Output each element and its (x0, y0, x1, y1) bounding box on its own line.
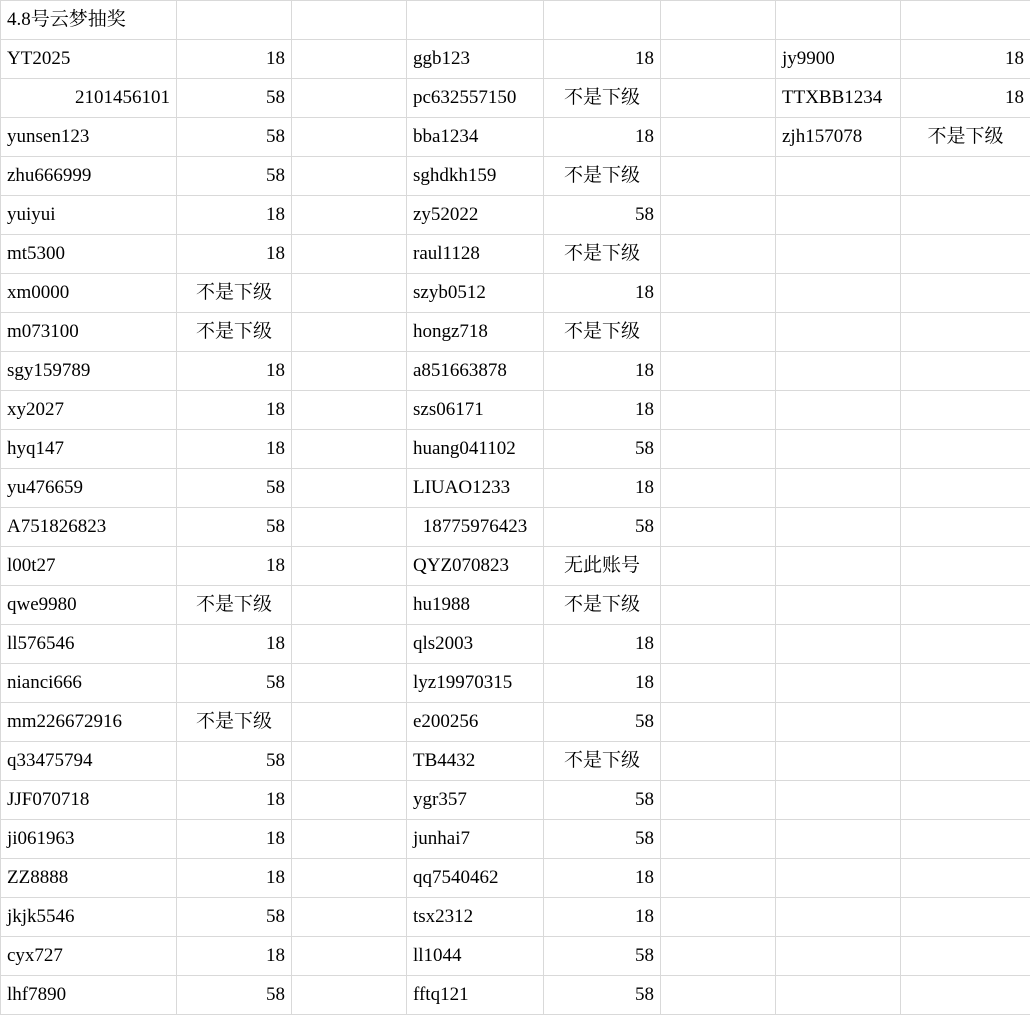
table-cell[interactable]: yunsen123 (1, 118, 177, 157)
table-cell-empty[interactable] (776, 859, 901, 898)
table-row (1, 118, 1030, 157)
table-cell[interactable]: szyb0512 (407, 274, 544, 313)
table-cell[interactable]: 58 (544, 820, 661, 859)
table-cell[interactable]: 58 (177, 976, 292, 1015)
table-cell-empty[interactable] (901, 547, 1030, 586)
table-cell-empty[interactable] (292, 742, 407, 781)
table-cell[interactable]: 58 (544, 196, 661, 235)
table-cell[interactable]: 58 (177, 664, 292, 703)
table-cell-empty[interactable] (661, 703, 776, 742)
table-row (1, 313, 1030, 352)
table-row (1, 664, 1030, 703)
table-cell-empty[interactable] (292, 859, 407, 898)
table-cell[interactable]: 18 (177, 391, 292, 430)
table-cell[interactable]: 18 (544, 625, 661, 664)
table-cell-empty[interactable] (661, 430, 776, 469)
table-cell[interactable]: tsx2312 (407, 898, 544, 937)
table-cell[interactable]: 不是下级 (177, 703, 292, 742)
table-cell[interactable]: 58 (177, 157, 292, 196)
table-cell[interactable]: LIUAO1233 (407, 469, 544, 508)
table-cell[interactable]: hu1988 (407, 586, 544, 625)
table-cell-empty[interactable] (407, 1, 544, 40)
table-cell[interactable]: 18 (544, 40, 661, 79)
table-cell[interactable]: szs06171 (407, 391, 544, 430)
table-cell-empty[interactable] (292, 703, 407, 742)
table-cell[interactable]: yuiyui (1, 196, 177, 235)
table-cell[interactable]: 18 (177, 352, 292, 391)
table-cell-empty[interactable] (901, 664, 1030, 703)
table-cell[interactable]: 不是下级 (544, 79, 661, 118)
table-cell[interactable]: hongz718 (407, 313, 544, 352)
table-cell-empty[interactable] (661, 898, 776, 937)
table-cell[interactable]: 不是下级 (901, 118, 1030, 157)
table-cell-empty[interactable] (661, 664, 776, 703)
table-cell[interactable]: QYZ070823 (407, 547, 544, 586)
table-cell-empty[interactable] (292, 352, 407, 391)
table-cell-empty[interactable] (661, 586, 776, 625)
table-cell-empty[interactable] (292, 274, 407, 313)
table-cell-empty[interactable] (292, 313, 407, 352)
table-cell-empty[interactable] (776, 664, 901, 703)
table-cell-empty[interactable] (661, 859, 776, 898)
table-cell[interactable]: l00t27 (1, 547, 177, 586)
table-cell[interactable]: 18 (544, 118, 661, 157)
table-cell[interactable]: 18 (544, 391, 661, 430)
table-cell-empty[interactable] (292, 79, 407, 118)
table-cell[interactable]: ygr357 (407, 781, 544, 820)
table-row (1, 703, 1030, 742)
table-cell-empty[interactable] (292, 235, 407, 274)
table-row (1, 742, 1030, 781)
table-cell-empty[interactable] (901, 937, 1030, 976)
table-cell-empty[interactable] (292, 508, 407, 547)
table-cell[interactable]: 58 (177, 508, 292, 547)
table-cell[interactable]: junhai7 (407, 820, 544, 859)
table-cell-empty[interactable] (661, 508, 776, 547)
table-row (1, 157, 1030, 196)
table-cell-empty[interactable] (544, 1, 661, 40)
table-row (1, 274, 1030, 313)
table-cell[interactable]: sghdkh159 (407, 157, 544, 196)
table-row (1, 508, 1030, 547)
table-cell[interactable]: q33475794 (1, 742, 177, 781)
table-row (1, 586, 1030, 625)
table-cell-empty[interactable] (661, 313, 776, 352)
table-cell[interactable]: qls2003 (407, 625, 544, 664)
table-cell[interactable]: 不是下级 (544, 742, 661, 781)
table-cell[interactable]: 18 (177, 547, 292, 586)
table-cell-empty[interactable] (661, 547, 776, 586)
table-cell-empty[interactable] (292, 469, 407, 508)
table-cell[interactable]: 不是下级 (177, 313, 292, 352)
table-cell[interactable]: 58 (544, 781, 661, 820)
table-cell-empty[interactable] (901, 1, 1030, 40)
table-cell-empty[interactable] (177, 1, 292, 40)
table-cell-empty[interactable] (901, 586, 1030, 625)
table-cell[interactable]: 18 (177, 859, 292, 898)
table-cell[interactable]: 58 (544, 703, 661, 742)
table-cell[interactable]: ggb123 (407, 40, 544, 79)
table-cell[interactable]: 18 (544, 352, 661, 391)
table-cell-empty[interactable] (901, 742, 1030, 781)
table-cell[interactable]: TB4432 (407, 742, 544, 781)
table-cell[interactable]: qq7540462 (407, 859, 544, 898)
spreadsheet-body (1, 1, 1030, 1015)
table-row (1, 430, 1030, 469)
table-cell[interactable]: 18 (177, 820, 292, 859)
table-cell-empty[interactable] (776, 898, 901, 937)
table-cell[interactable]: 18 (177, 781, 292, 820)
table-cell[interactable]: ZZ8888 (1, 859, 177, 898)
table-cell[interactable]: YT2025 (1, 40, 177, 79)
table-cell-empty[interactable] (292, 391, 407, 430)
table-cell[interactable]: 58 (544, 937, 661, 976)
table-cell-empty[interactable] (661, 1, 776, 40)
table-cell-empty[interactable] (901, 235, 1030, 274)
table-cell-empty[interactable] (292, 1, 407, 40)
table-row (1, 235, 1030, 274)
table-cell[interactable]: ll576546 (1, 625, 177, 664)
table-row (1, 40, 1030, 79)
table-cell-empty[interactable] (776, 625, 901, 664)
table-cell[interactable]: bba1234 (407, 118, 544, 157)
table-row (1, 625, 1030, 664)
table-cell[interactable]: zjh157078 (776, 118, 901, 157)
table-cell-empty[interactable] (901, 469, 1030, 508)
table-cell[interactable]: 58 (177, 118, 292, 157)
table-cell-empty[interactable] (901, 820, 1030, 859)
table-row (1, 859, 1030, 898)
table-cell-empty[interactable] (901, 274, 1030, 313)
table-cell-empty[interactable] (776, 1, 901, 40)
table-cell-empty[interactable] (776, 976, 901, 1015)
table-cell[interactable]: 58 (177, 742, 292, 781)
table-row (1, 352, 1030, 391)
table-cell-empty[interactable] (901, 781, 1030, 820)
table-cell-empty[interactable] (292, 664, 407, 703)
table-cell[interactable]: mm226672916 (1, 703, 177, 742)
table-cell[interactable]: 不是下级 (544, 157, 661, 196)
table-cell-empty[interactable] (776, 937, 901, 976)
table-cell-empty[interactable] (292, 118, 407, 157)
table-cell-empty[interactable] (661, 79, 776, 118)
table-cell-empty[interactable] (292, 976, 407, 1015)
table-row (1, 79, 1030, 118)
table-row (1, 820, 1030, 859)
table-cell-empty[interactable] (661, 274, 776, 313)
table-cell-empty[interactable] (776, 547, 901, 586)
table-cell-empty[interactable] (776, 430, 901, 469)
table-cell-empty[interactable] (901, 313, 1030, 352)
table-cell[interactable]: 18 (544, 898, 661, 937)
table-cell[interactable]: e200256 (407, 703, 544, 742)
table-cell[interactable]: 18 (177, 937, 292, 976)
table-cell-empty[interactable] (292, 937, 407, 976)
table-cell-empty[interactable] (776, 703, 901, 742)
table-cell[interactable]: pc632557150 (407, 79, 544, 118)
table-cell-empty[interactable] (292, 625, 407, 664)
table-cell[interactable]: mt5300 (1, 235, 177, 274)
table-cell[interactable]: 4.8号云梦抽奖 (1, 1, 177, 40)
table-cell-empty[interactable] (661, 235, 776, 274)
table-cell[interactable]: 58 (544, 430, 661, 469)
table-row (1, 547, 1030, 586)
table-cell[interactable]: 18 (177, 430, 292, 469)
table-cell[interactable]: lhf7890 (1, 976, 177, 1015)
table-row (1, 391, 1030, 430)
table-cell-empty[interactable] (661, 118, 776, 157)
table-cell[interactable]: jy9900 (776, 40, 901, 79)
table-cell-empty[interactable] (776, 820, 901, 859)
table-cell-empty[interactable] (776, 274, 901, 313)
table-row (1, 976, 1030, 1015)
table-cell[interactable]: 18 (544, 664, 661, 703)
table-cell-empty[interactable] (901, 976, 1030, 1015)
table-cell[interactable]: zhu666999 (1, 157, 177, 196)
table-cell-empty[interactable] (661, 391, 776, 430)
table-cell[interactable]: huang041102 (407, 430, 544, 469)
table-cell-empty[interactable] (776, 196, 901, 235)
table-cell-empty[interactable] (661, 742, 776, 781)
table-cell[interactable]: raul1128 (407, 235, 544, 274)
table-cell[interactable]: A751826823 (1, 508, 177, 547)
table-cell[interactable]: JJF070718 (1, 781, 177, 820)
table-cell-empty[interactable] (292, 40, 407, 79)
table-cell-empty[interactable] (292, 157, 407, 196)
table-cell-empty[interactable] (661, 469, 776, 508)
table-cell-empty[interactable] (901, 859, 1030, 898)
table-cell-empty[interactable] (661, 196, 776, 235)
table-cell[interactable]: 不是下级 (544, 586, 661, 625)
table-cell-empty[interactable] (776, 586, 901, 625)
table-cell-empty[interactable] (901, 703, 1030, 742)
table-cell[interactable]: nianci666 (1, 664, 177, 703)
table-row (1, 898, 1030, 937)
table-cell-empty[interactable] (901, 196, 1030, 235)
table-cell-empty[interactable] (776, 469, 901, 508)
table-cell-empty[interactable] (776, 742, 901, 781)
table-cell[interactable]: 18 (177, 625, 292, 664)
table-cell[interactable]: 18 (901, 40, 1030, 79)
table-cell[interactable]: fftq121 (407, 976, 544, 1015)
table-cell-empty[interactable] (661, 976, 776, 1015)
table-cell-empty[interactable] (901, 157, 1030, 196)
table-cell[interactable]: 18 (177, 196, 292, 235)
table-cell[interactable]: cyx727 (1, 937, 177, 976)
table-row (1, 1, 1030, 40)
table-cell[interactable]: xy2027 (1, 391, 177, 430)
table-cell[interactable]: 18 (901, 79, 1030, 118)
table-cell-empty[interactable] (292, 820, 407, 859)
table-row (1, 469, 1030, 508)
table-cell[interactable]: qwe9980 (1, 586, 177, 625)
table-cell[interactable]: ll1044 (407, 937, 544, 976)
table-cell-empty[interactable] (776, 781, 901, 820)
table-cell[interactable]: a851663878 (407, 352, 544, 391)
table-cell[interactable]: sgy159789 (1, 352, 177, 391)
table-cell-empty[interactable] (776, 391, 901, 430)
table-cell[interactable]: 58 (177, 469, 292, 508)
table-cell-empty[interactable] (776, 352, 901, 391)
table-cell-empty[interactable] (292, 781, 407, 820)
table-cell-empty[interactable] (901, 391, 1030, 430)
table-cell[interactable]: 18 (544, 469, 661, 508)
table-cell[interactable]: 不是下级 (177, 586, 292, 625)
table-cell-empty[interactable] (661, 820, 776, 859)
table-cell[interactable]: 18 (544, 274, 661, 313)
table-cell[interactable]: 18 (177, 235, 292, 274)
table-cell[interactable]: lyz19970315 (407, 664, 544, 703)
table-row (1, 196, 1030, 235)
table-cell-empty[interactable] (292, 430, 407, 469)
table-cell[interactable]: xm0000 (1, 274, 177, 313)
table-cell[interactable]: ji061963 (1, 820, 177, 859)
table-cell-empty[interactable] (661, 781, 776, 820)
table-cell[interactable]: 不是下级 (544, 313, 661, 352)
table-cell-empty[interactable] (292, 196, 407, 235)
table-cell[interactable]: m073100 (1, 313, 177, 352)
table-cell[interactable]: 58 (544, 508, 661, 547)
table-cell-empty[interactable] (661, 937, 776, 976)
table-cell[interactable]: 2101456101 (1, 79, 177, 118)
table-row (1, 937, 1030, 976)
table-cell[interactable]: 18 (544, 859, 661, 898)
table-cell[interactable]: 18 (177, 40, 292, 79)
table-cell-empty[interactable] (901, 430, 1030, 469)
table-cell-empty[interactable] (292, 547, 407, 586)
table-cell-empty[interactable] (901, 898, 1030, 937)
table-cell-empty[interactable] (901, 352, 1030, 391)
table-cell-empty[interactable] (901, 508, 1030, 547)
table-cell[interactable]: 不是下级 (544, 235, 661, 274)
table-cell-empty[interactable] (661, 40, 776, 79)
table-cell[interactable]: 58 (177, 79, 292, 118)
table-cell-empty[interactable] (661, 625, 776, 664)
table-cell-empty[interactable] (661, 352, 776, 391)
table-cell[interactable]: yu476659 (1, 469, 177, 508)
table-cell-empty[interactable] (776, 157, 901, 196)
table-cell[interactable]: zy52022 (407, 196, 544, 235)
table-cell-empty[interactable] (292, 898, 407, 937)
table-cell[interactable]: 不是下级 (177, 274, 292, 313)
table-cell[interactable]: 58 (544, 976, 661, 1015)
table-cell[interactable]: 无此账号 (544, 547, 661, 586)
table-cell-empty[interactable] (901, 625, 1030, 664)
table-cell-empty[interactable] (661, 157, 776, 196)
table-cell-empty[interactable] (776, 508, 901, 547)
table-cell[interactable]: jkjk5546 (1, 898, 177, 937)
table-cell-empty[interactable] (776, 235, 901, 274)
table-cell-empty[interactable] (292, 586, 407, 625)
table-cell[interactable]: 58 (177, 898, 292, 937)
table-cell[interactable]: hyq147 (1, 430, 177, 469)
table-row (1, 781, 1030, 820)
table-cell-empty[interactable] (776, 313, 901, 352)
table-cell[interactable]: 18775976423 (407, 508, 544, 547)
table-cell[interactable]: TTXBB1234 (776, 79, 901, 118)
